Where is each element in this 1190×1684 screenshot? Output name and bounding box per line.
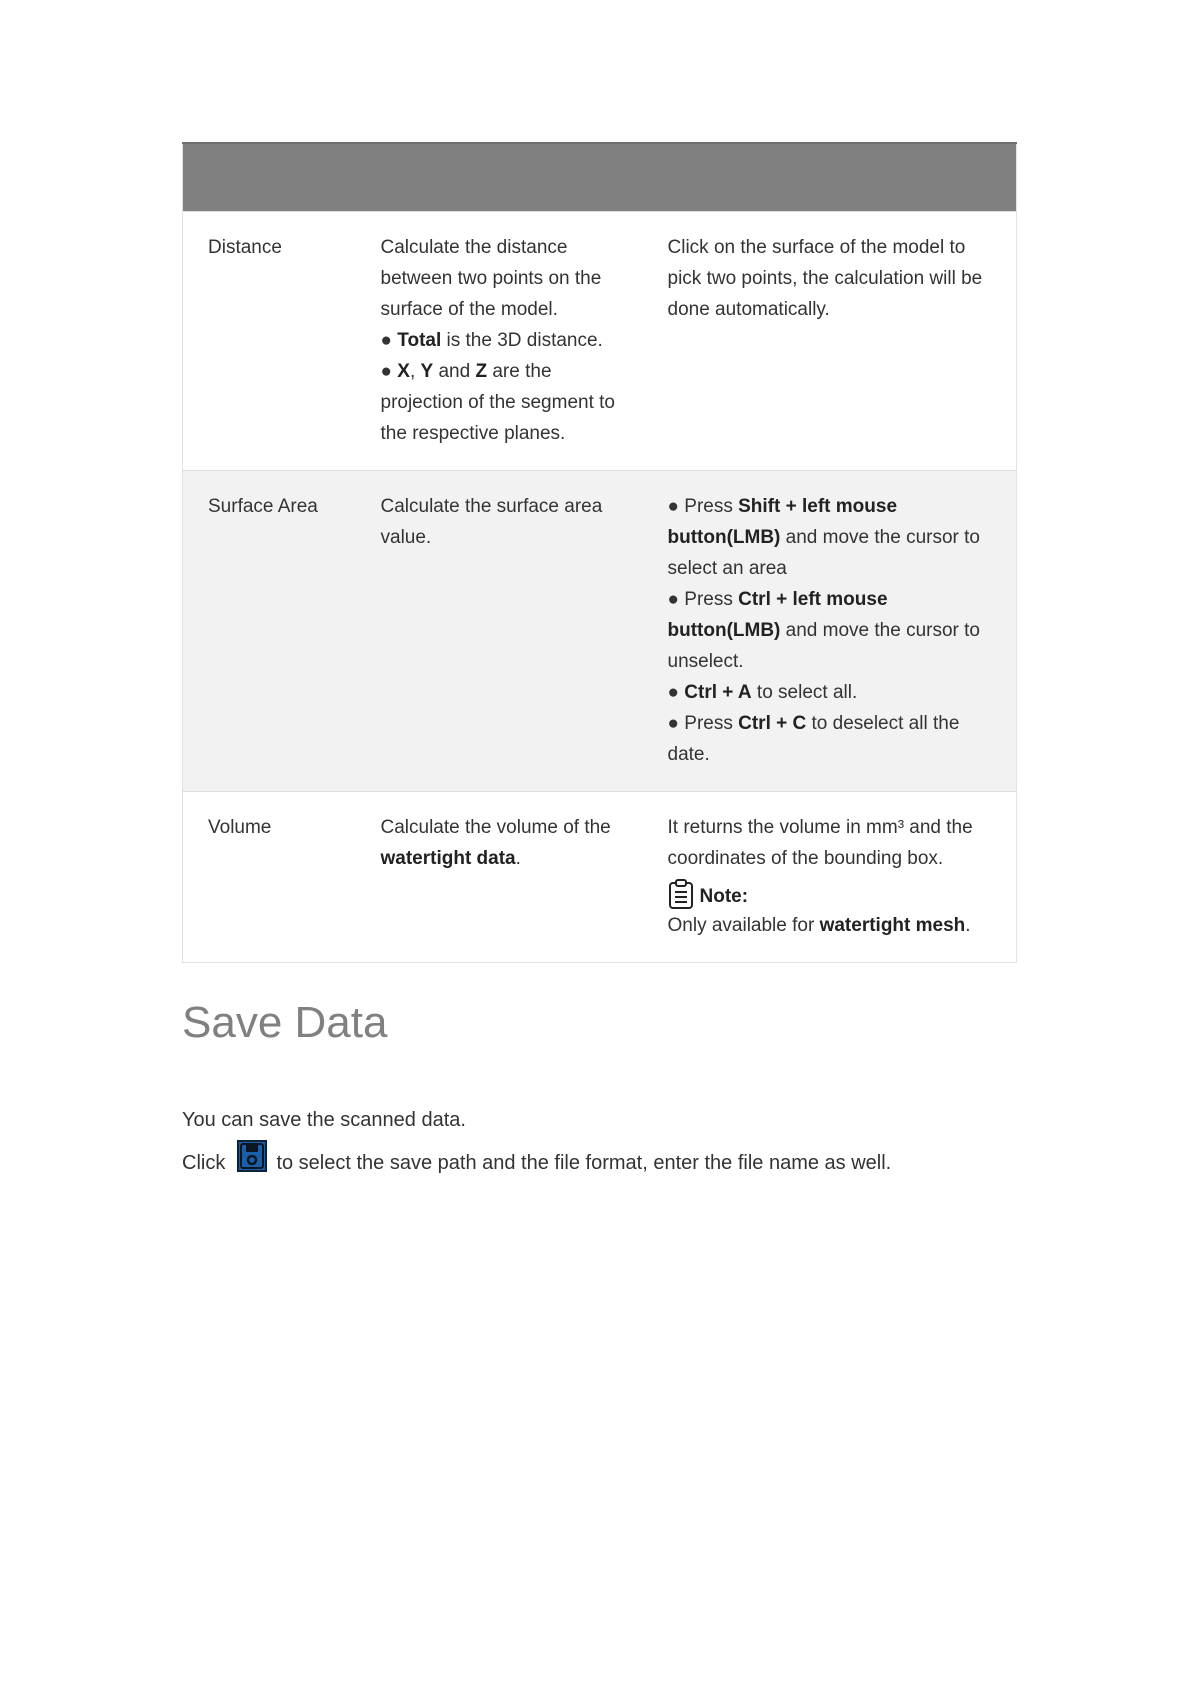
tool-instructions	[643, 471, 1017, 792]
tool-description	[356, 212, 643, 471]
tool-description	[356, 792, 643, 963]
tool-name: Surface Area	[183, 471, 356, 792]
bullet: ●	[667, 713, 685, 734]
instruction-prefix: Click	[182, 1152, 231, 1174]
description-intro: Calculate the volume of the	[380, 817, 611, 838]
shortcut-key: Ctrl + left mouse button(LMB)	[667, 589, 888, 641]
tool-instructions	[643, 212, 1017, 471]
instruction-text: and move the cursor to unselect.	[667, 620, 980, 672]
bold-term: watertight data	[380, 848, 516, 869]
note-end: .	[965, 915, 971, 936]
instruction-text: Press	[684, 496, 739, 517]
note-label: Note:	[699, 886, 749, 907]
table-row-surface-area	[183, 471, 1017, 792]
tool-name: Volume	[208, 817, 272, 838]
shortcut-key: Ctrl + A	[684, 682, 752, 703]
bullet: ●	[380, 330, 398, 351]
bold-term: X	[397, 361, 410, 382]
bold-term: Z	[475, 361, 488, 382]
description-intro: Calculate the distance between two points on the surface of the model.	[380, 237, 602, 320]
bold-term: watertight mesh	[819, 915, 966, 936]
instruction-text: It returns the volume in mm³ and the coordinates of the bounding box.	[667, 817, 973, 869]
save-intro-paragraph: You can save the scanned data.	[182, 1109, 466, 1131]
description-intro: Calculate the surface area value.	[380, 496, 603, 548]
separator-text: ,	[409, 361, 421, 382]
bullet-text: are the projection of the segment to the respective planes.	[380, 361, 615, 444]
instruction-suffix: to select the save path and the file format, enter the file name as well.	[270, 1152, 892, 1174]
shortcut-key: Shift + left mouse button(LMB)	[667, 496, 898, 548]
note-text: Only available for	[667, 915, 820, 936]
instruction-text: Press	[684, 713, 739, 734]
bullet: ●	[667, 589, 685, 610]
clipboard-note-icon	[668, 878, 694, 910]
tool-name: Distance	[208, 237, 282, 258]
save-disk-icon[interactable]	[237, 1140, 267, 1172]
separator-text: and	[433, 361, 476, 382]
bold-term: Total	[397, 330, 442, 351]
bold-term: Y	[420, 361, 434, 382]
table-row-distance	[183, 212, 1017, 471]
measurement-table	[182, 142, 1017, 963]
table-header-cell	[643, 143, 1017, 212]
instruction-text: Press	[684, 589, 739, 610]
note-heading	[668, 878, 1003, 910]
table-header-bar	[183, 143, 1017, 212]
bullet: ●	[667, 682, 685, 703]
table-header-cell	[356, 143, 643, 212]
document-page	[182, 142, 1016, 1183]
save-instruction-paragraph	[182, 1140, 1016, 1183]
table-header-cell	[183, 143, 356, 212]
description-end: .	[515, 848, 521, 869]
instruction-text: Click on the surface of the model to pick two points, the calculation will be done automatically.	[667, 237, 983, 320]
bullet-text: is the 3D distance.	[441, 330, 603, 351]
tool-instructions	[643, 792, 1017, 963]
instruction-text: and move the cursor to select an area	[667, 527, 980, 579]
bullet: ●	[667, 496, 685, 517]
section-title: Save Data	[182, 998, 388, 1047]
table-row-volume	[183, 792, 1017, 963]
instruction-text: to select all.	[751, 682, 858, 703]
tool-description	[356, 471, 643, 792]
bullet: ●	[380, 361, 398, 382]
shortcut-key: Ctrl + C	[738, 713, 807, 734]
instruction-text: to deselect all the date.	[667, 713, 960, 765]
